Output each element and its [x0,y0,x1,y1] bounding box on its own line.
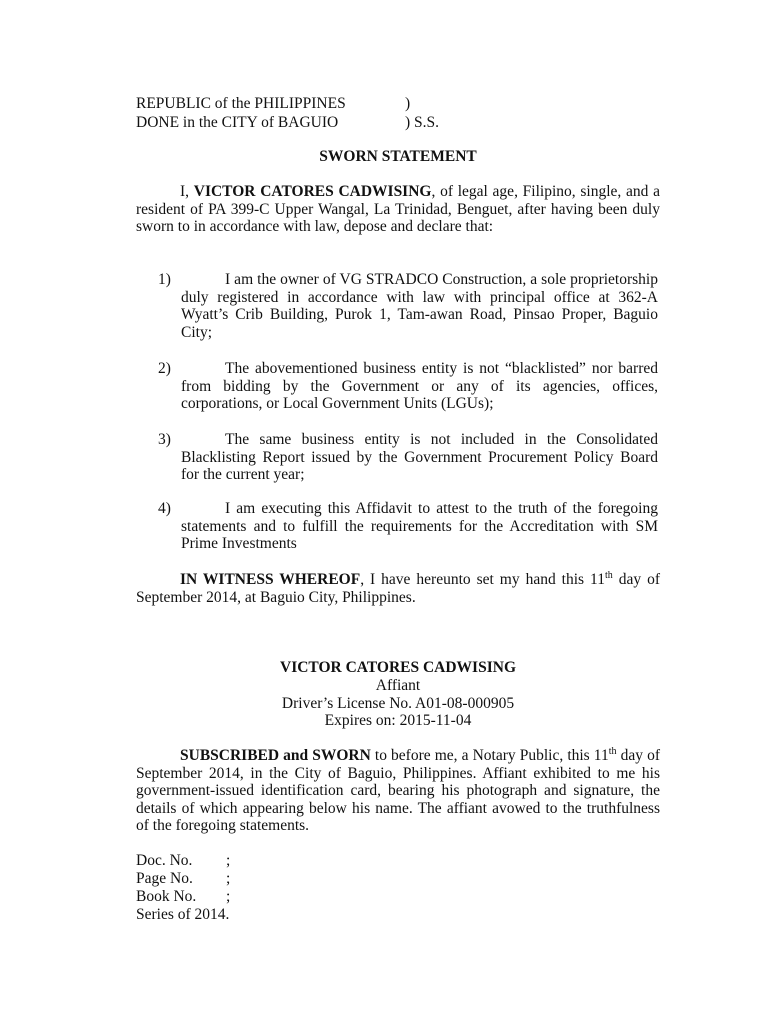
signature-name: VICTOR CATORES CADWISING [280,659,516,676]
witness-bold: IN WITNESS WHEREOF [180,571,361,588]
docket-page-no: Page No. ; [136,870,231,887]
docket-doc-no: Doc. No. ; [136,852,231,869]
item-4-number: 4) [158,500,171,517]
docket-series: Series of 2014. [136,906,230,923]
item-3-number: 3) [158,431,171,448]
venue-ss: ) S.S. [405,114,440,131]
item-1-text: I am the owner of VG STRADCO Construction, a sole proprietorship duly registered in accordance with law with principal office at 362-A Wyatt’s Crib Building, Purok 1, Tam-awan Road, Pinsao Proper, Baguio City; [181,271,658,341]
item-4-text: I am executing this Affidavit to attest to the truth of the foregoing statements and to fulfill the requirements for the Accreditation with SM Prime Investments [181,500,658,552]
affiant-name-inline: VICTOR CATORES CADWISING [193,183,432,200]
signature-expires: Expires on: 2015-11-04 [324,712,472,729]
jurat-bold: SUBSCRIBED and SWORN [180,747,371,764]
item-1-number: 1) [158,271,171,288]
intro-pre: I, [180,183,194,200]
signature-license: Driver’s License No. A01-08-000905 [281,695,515,712]
docket-book-no: Book No. ; [136,888,231,905]
document-title: SWORN STATEMENT [319,148,477,165]
jurat-paragraph: SUBSCRIBED and SWORN to before me, a Notary Public, this 11th day of September 2014, in the City of Baguio, Philippines. Affiant exhibited to me his government-issued identification card, bearing his photograph and signature, the details of which appearing below his name. The affiant avowed to the truthfulness of the foregoing statements. [136,745,660,834]
intro-post: , of legal age, Filipino, single, and a resident of PA 399-C Upper Wangal, La Trinidad, Benguet, after having been duly sworn to in accordance with law, depose and declare that: [136,183,660,235]
intro-paragraph [136,183,660,236]
item-2-number: 2) [158,360,171,377]
witness-paragraph: IN WITNESS WHEREOF, I have hereunto set my hand this 11th day of September 2014, at Baguio City, Philippines. [136,569,660,606]
item-2-text: The abovementioned business entity is not “blacklisted” nor barred from bidding by the Government or any of its agencies, offices, corporations, or Local Government Units (LGUs); [181,360,658,412]
venue-paren: ) [405,95,411,112]
item-3-text: The same business entity is not included in the Consolidated Blacklisting Report issued by the Government Procurement Policy Board for the current year; [181,431,658,483]
venue-city: DONE in the CITY of BAGUIO [136,114,339,131]
signature-role: Affiant [375,677,421,694]
venue-republic: REPUBLIC of the PHILIPPINES [136,95,346,112]
